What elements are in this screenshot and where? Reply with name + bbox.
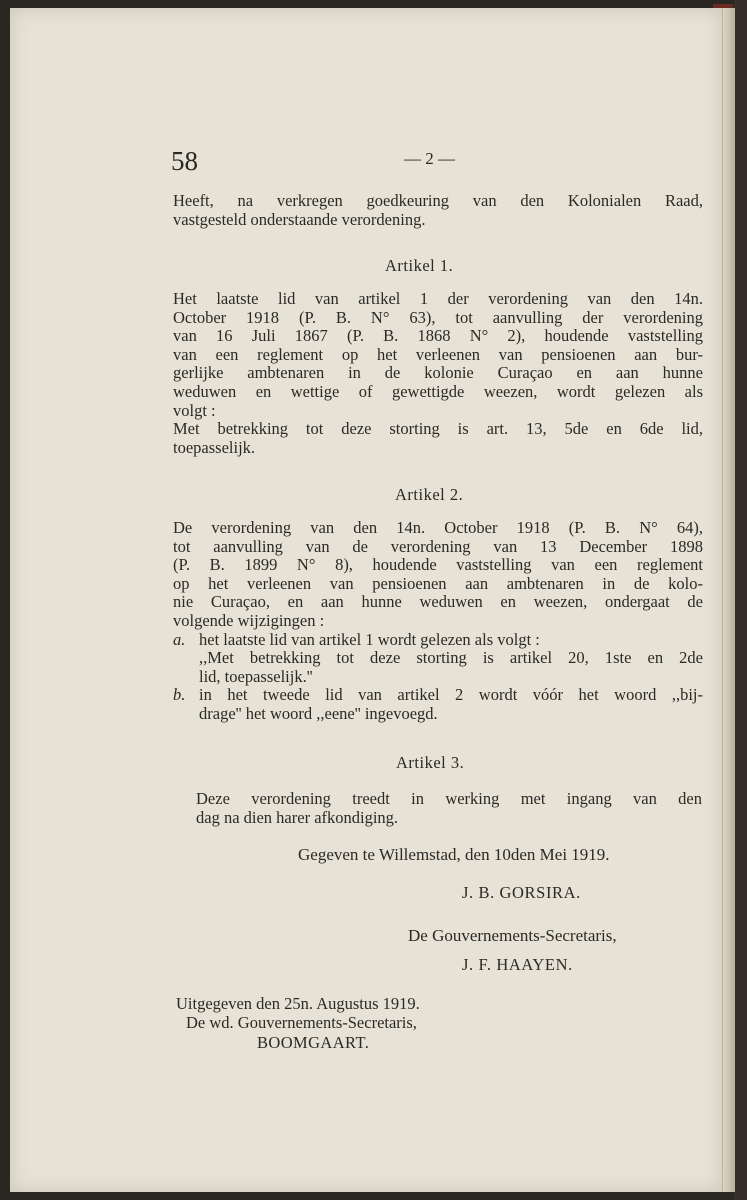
article-1-line-6: weduwen en wettige of gewettigde weezen, wordt gelezen als <box>173 381 703 401</box>
item-a-line-1: het laatste lid van artikel 1 wordt gelezen als volgt : <box>199 629 540 649</box>
intro-paragraph <box>173 192 703 229</box>
article-2-item-b <box>173 686 703 723</box>
article-3-heading: Artikel 3. <box>396 753 465 772</box>
article-2-line-3: (P. B. 1899 N° 8), houdende vaststelling van een reglement <box>173 555 703 575</box>
article-1-line-5: gerlijke ambtenaren in de kolonie Curaçao en aan hunne <box>173 363 703 383</box>
article-2-line-2: tot aanvulling van de verordening van 13 December 1898 <box>173 536 703 556</box>
item-b-line-2: drage'' het woord ,,eene'' ingevoegd. <box>199 703 438 723</box>
item-b-marker: b. <box>173 685 186 705</box>
item-a-marker: a. <box>173 629 186 649</box>
secretary-title: De Gouvernements-Secretaris, <box>408 926 617 945</box>
inner-page-number: — 2 — <box>404 149 455 168</box>
item-b-line-1: in het tweede lid van artikel 2 wordt vóór het woord ,,bij- <box>199 685 703 705</box>
article-2-line-1: De verordening van den 14n. October 1918 (P. B. N° 64), <box>173 518 703 537</box>
article-1-line-1: Het laatste lid van artikel 1 der verordening van den 14n. <box>173 289 703 308</box>
publication-date: Uitgegeven den 25n. Augustus 1919. <box>176 994 420 1013</box>
article-2-line-6: volgende wijzigingen : <box>173 610 325 630</box>
article-1-line-9: toepasselijk. <box>173 437 256 457</box>
signer-secretary: J. F. HAAYEN. <box>462 955 573 974</box>
article-1-heading: Artikel 1. <box>385 256 454 275</box>
acting-secretary-title: De wd. Gouvernements-Secretaris, <box>186 1013 417 1032</box>
intro-line-2: vastgesteld onderstaande verordening. <box>173 209 426 229</box>
article-3-line-1: Deze verordening treedt in werking met ingang van den <box>196 789 702 808</box>
item-a-line-3: lid, toepasselijk.'' <box>199 666 313 686</box>
signer-acting-secretary: BOOMGAART. <box>257 1033 370 1052</box>
article-2-heading: Artikel 2. <box>395 485 464 504</box>
article-3-line-2: dag na dien harer afkondiging. <box>196 807 399 827</box>
article-2-line-4: op het verleenen van pensioenen aan ambtenaren in de kolo- <box>173 573 703 593</box>
page-edge <box>722 8 735 1192</box>
article-1-line-8: Met betrekking tot deze storting is art. 13, 5de en 6de lid, <box>173 419 703 439</box>
item-a-line-2: ,,Met betrekking tot deze storting is artikel 20, 1ste en 2de <box>199 648 703 668</box>
given-at-line: Gegeven te Willemstad, den 10den Mei 1919. <box>298 845 610 864</box>
article-1-line-4: van een reglement op het verleenen van pensioenen aan bur- <box>173 344 703 364</box>
article-2-paragraph <box>173 519 703 724</box>
article-2-item-a <box>173 631 703 687</box>
article-2-line-5: nie Curaçao, en aan hunne weduwen en weezen, ondergaat de <box>173 592 703 612</box>
scan-background-right <box>734 0 747 1200</box>
article-1-line-3: van 16 Juli 1867 (P. B. 1868 N° 2), houdende vaststelling <box>173 326 703 346</box>
signer-governor: J. B. GORSIRA. <box>462 883 581 902</box>
article-1-line-7: volgt : <box>173 400 216 420</box>
article-1-paragraph <box>173 290 703 457</box>
page-number: 58 <box>171 146 198 176</box>
article-1-line-2: October 1918 (P. B. N° 63), tot aanvulling der verordening <box>173 307 703 327</box>
article-3-paragraph <box>196 790 702 827</box>
intro-line-1: Heeft, na verkregen goedkeuring van den Kolonialen Raad, <box>173 191 703 210</box>
